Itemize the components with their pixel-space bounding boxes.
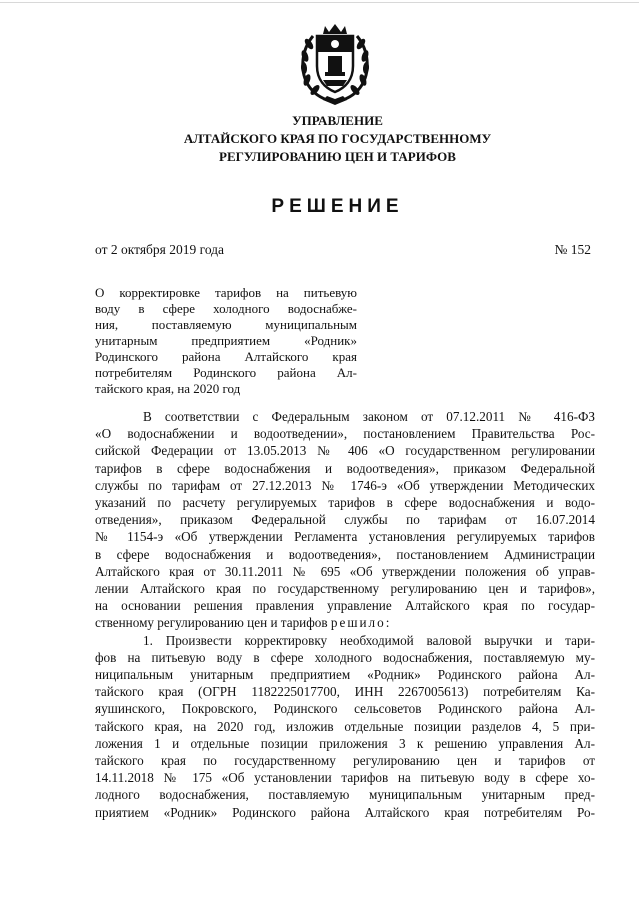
body-line: лении Алтайского края по государственному регулированию цен и тарифов», <box>95 581 595 597</box>
agency-line-2: АЛТАЙСКОГО КРАЯ ПО ГОСУДАРСТВЕННОМУ <box>183 131 492 146</box>
body-line: В соответствии с Федеральным законом от 07.12.2011 № 416-ФЗ <box>143 409 595 424</box>
subject-line: тайского края, на 2020 год <box>95 381 241 396</box>
body-line: ложения 1 и отдельные позиции приложения 3 к решению управления Ал- <box>95 735 595 751</box>
body-line: лодного водоснабжения, поставляемую муниципальным унитарным пред- <box>95 787 595 803</box>
subject-line: воду в сфере холодного водоснабже- <box>95 301 357 316</box>
issuing-agency-name <box>0 112 639 166</box>
body-line: 14.11.2018 № 175 «Об установлении тарифов на питьевую воду в сфере хо- <box>95 770 595 786</box>
body-line: сийской Федерации от 13.05.2013 № 406 «О государственном регулировании <box>95 443 595 459</box>
agency-line-1: УПРАВЛЕНИЕ <box>292 113 383 128</box>
document-subject <box>95 285 357 397</box>
body-line <box>95 614 595 631</box>
subject-line: потребителям Родинского района Ал- <box>95 365 357 380</box>
scan-edge-line <box>0 2 639 3</box>
document-type-heading <box>0 196 639 218</box>
body-line: приятием «Родник» Родинского района Алтайского края потребителям Ро- <box>95 804 595 820</box>
body-line: тарифов в сфере водоснабжения и водоотведения», приказом Федеральной <box>95 460 595 476</box>
document-body <box>95 408 595 821</box>
body-line-text: ственному регулированию цен и тарифов <box>95 615 328 631</box>
body-line: 1. Произвести корректировку необходимой валовой выручки и тари- <box>143 632 595 648</box>
body-line: тайского края, на 2020 год, изложив отдельные позиции разделов 4, 5 при- <box>95 718 595 734</box>
body-line: отведения», приказом Федеральной службы по тарифам от 16.07.2014 <box>95 512 595 528</box>
body-line-colon: : <box>385 615 390 631</box>
subject-line: Родинского района Алтайского края <box>95 349 357 364</box>
body-line: тайского края по государственному регулированию цен и тарифов от <box>95 753 595 769</box>
document-date: от 2 октября 2019 года <box>95 242 225 257</box>
body-line: в сфере водоснабжения и водоотведения», постановлением Администрации <box>95 546 595 562</box>
document-type-label: РЕШЕНИЕ <box>271 196 404 217</box>
subject-line: ния, поставляемую муниципальным <box>95 317 357 332</box>
body-line: службы по тарифам от 27.12.2013 № 1746-э «Об утверждении Методических <box>95 477 595 493</box>
body-line: яушинского, Покровского, Родинского сельсоветов Родинского района Ал- <box>95 701 595 717</box>
agency-line-3: РЕГУЛИРОВАНИЮ ЦЕН И ТАРИФОВ <box>219 149 456 164</box>
body-line: «О водоснабжении и водоотведении», постановлением Правительства Рос- <box>95 426 595 442</box>
body-line: фов на питьевую воду в сфере холодного водоснабжения, поставляемую му- <box>95 649 595 665</box>
coat-of-arms-icon <box>295 22 375 106</box>
subject-line: унитарным предприятием «Родник» <box>95 333 357 348</box>
body-line: Алтайского края от 30.11.2011 № 695 «Об утверждении положения об управ- <box>95 563 595 579</box>
body-line: указаний по расчету регулируемых тарифов в сфере водоснабжения и водо- <box>95 495 595 511</box>
decision-word: решило <box>330 615 386 631</box>
body-line: на основании решения правления управление Алтайского края по государ- <box>95 598 595 614</box>
body-line: № 1154-э «Об утверждении Регламента установления регулируемых тарифов <box>95 529 595 545</box>
subject-line: О корректировке тарифов на питьевую <box>95 285 357 300</box>
body-line: тайского края (ОГРН 1182225017700, ИНН 2267005613) потребителям Ка- <box>95 684 595 700</box>
body-line: ниципальным унитарным предприятием «Родник» Родинского района Ал- <box>95 667 595 683</box>
document-number: № 152 <box>554 242 591 257</box>
